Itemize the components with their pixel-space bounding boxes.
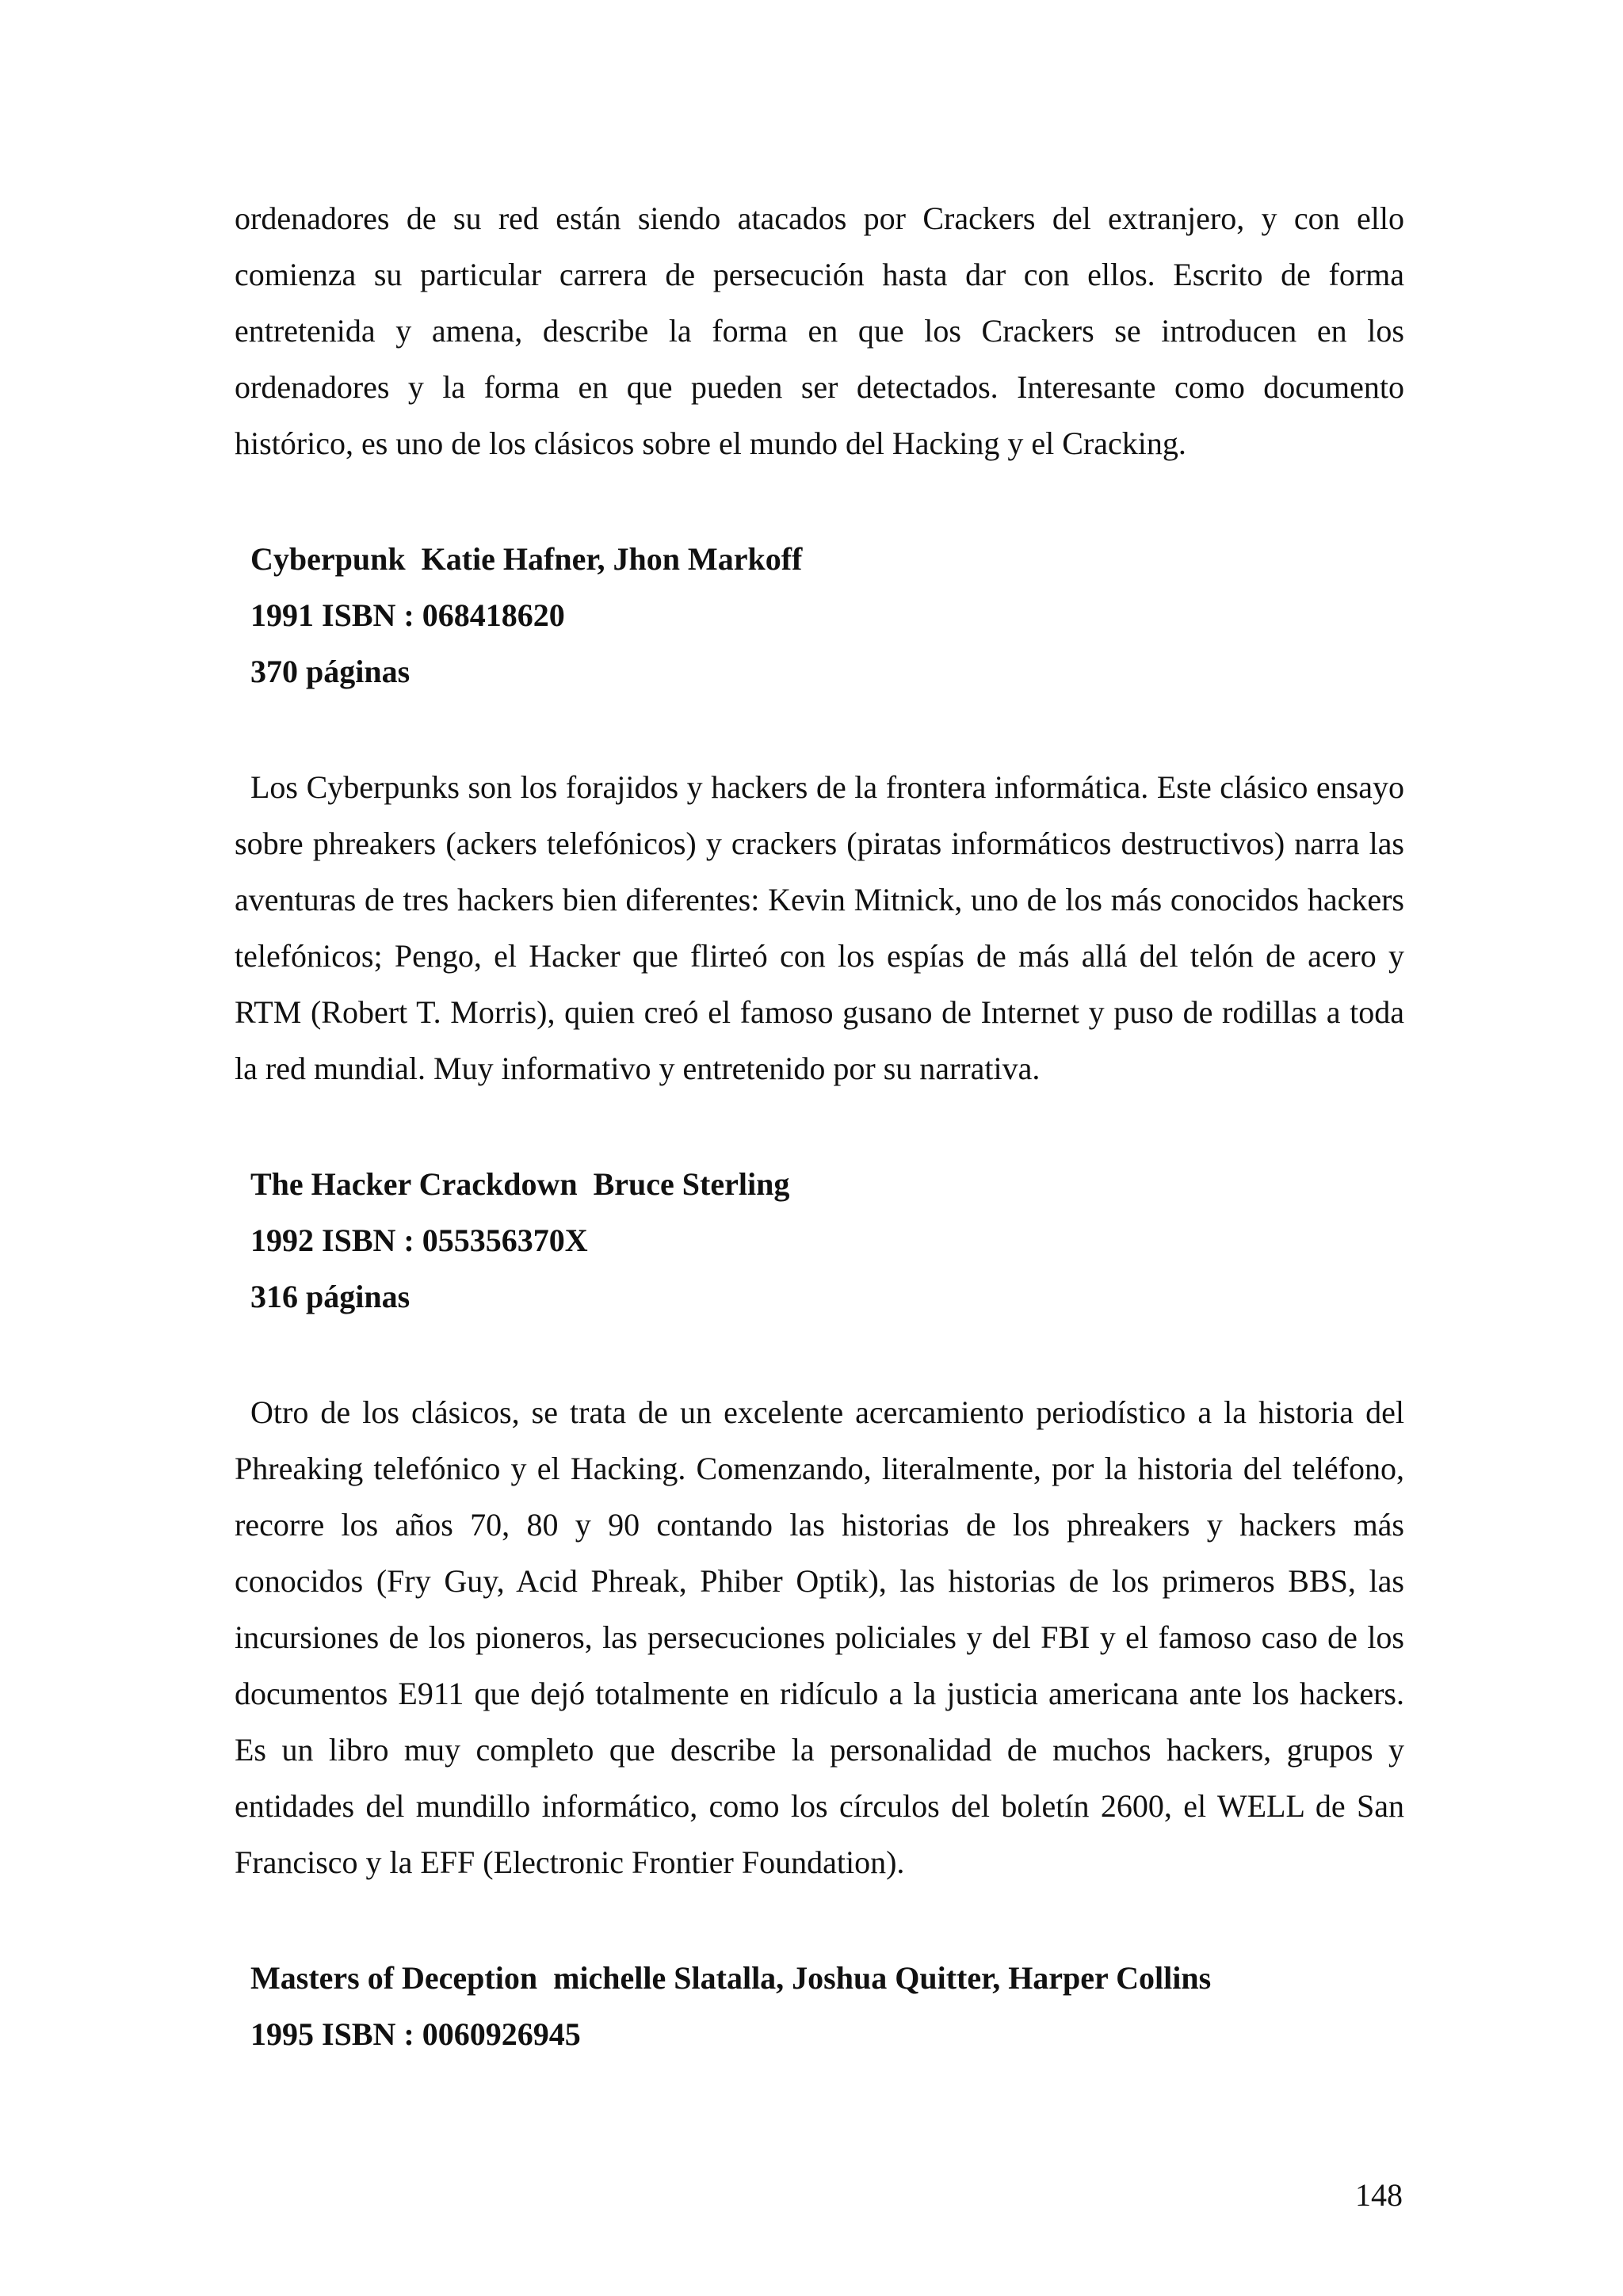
book-isbn: 1995 ISBN : 0060926945 bbox=[250, 2016, 581, 2052]
book-entry-hacker-crackdown bbox=[235, 1156, 1404, 1325]
book-description-cyberpunk: Los Cyberpunks son los forajidos y hackers de la frontera informática. Este clásico ensayo sobre phreakers (ackers telefónicos) y crackers (piratas informáticos destructivos) narra las aventuras de tres hackers bien diferentes: Kevin Mitnick, uno de los más conocidos hackers telefónicos; Pengo, el Hacker que flirteó con los espías de más allá del telón de acero y RTM (Robert T. Morris), quien creó el famoso gusano de Internet y puso de rodillas a toda la red mundial. Muy informativo y entretenido por su narrativa. bbox=[235, 769, 1404, 1086]
spacer bbox=[235, 1890, 1404, 1950]
book-title: Masters of Deception michelle Slatalla, Joshua Quitter, Harper Collins bbox=[250, 1960, 1212, 1996]
book-entry-masters-of-deception bbox=[235, 1950, 1404, 2062]
book-description-hacker-crackdown: Otro de los clásicos, se trata de un excelente acercamiento periodístico a la historia del Phreaking telefónico y el Hacking. Comenzando, literalmente, por la historia del teléfono, recorre los años 70, 80 y 90 contando las historias de los phreakers y hackers más conocidos (Fry Guy, Acid Phreak, Phiber Optik), las historias de los primeros BBS, las incursiones de los pioneros, las persecuciones policiales y del FBI y el famoso caso de los documentos E911 que dejó totalmente en ridículo a la justicia americana ante los hackers. Es un libro muy completo que describe la personalidad de muchos hackers, grupos y entidades del mundillo informático, como los círculos del boletín 2600, el WELL de San Francisco y la EFF (Electronic Frontier Foundation). bbox=[235, 1394, 1404, 1880]
page-content bbox=[235, 190, 1404, 2062]
book-isbn: 1992 ISBN : 055356370X bbox=[250, 1222, 588, 1258]
spacer bbox=[235, 1325, 1404, 1384]
book-pages: 316 páginas bbox=[250, 1279, 411, 1314]
page-number: 148 bbox=[1355, 2177, 1403, 2213]
book-pages: 370 páginas bbox=[250, 654, 411, 689]
spacer bbox=[235, 471, 1404, 531]
book-title: The Hacker Crackdown Bruce Sterling bbox=[250, 1166, 790, 1202]
spacer bbox=[235, 1097, 1404, 1156]
book-isbn: 1991 ISBN : 068418620 bbox=[250, 597, 565, 633]
intro-paragraph: ordenadores de su red están siendo atacados por Crackers del extranjero, y con ello comienza su particular carrera de persecución hasta dar con ellos. Escrito de forma entretenida y amena, describe la forma en que los Crackers se introducen en los ordenadores y la forma en que pueden ser detectados. Interesante como documento histórico, es uno de los clásicos sobre el mundo del Hacking y el Cracking. bbox=[235, 200, 1404, 461]
book-entry-cyberpunk bbox=[235, 531, 1404, 700]
book-title: Cyberpunk Katie Hafner, Jhon Markoff bbox=[250, 541, 803, 577]
spacer bbox=[235, 700, 1404, 759]
